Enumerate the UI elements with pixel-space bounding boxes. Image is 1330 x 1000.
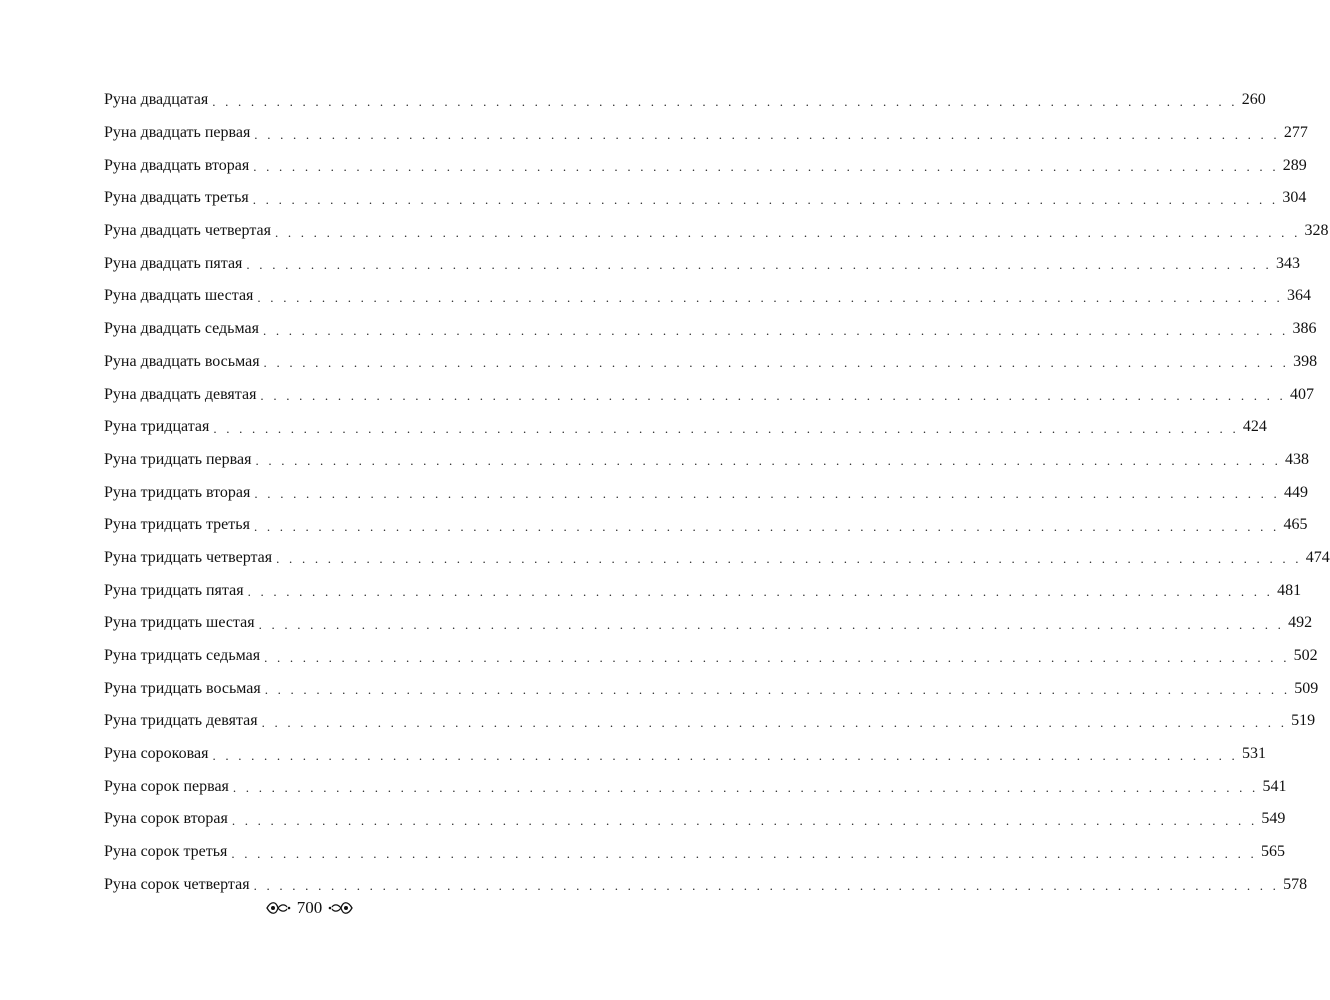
dot-leader: . . . . . . . . . . . . . . . . . . . . . . . . . . . . . . . . . . . . . . . . . . . . . . . . . . . . . . . . . . . . . . . . . . . . . . . . . . . . . . . . [274, 224, 1301, 240]
toc-entry-title: Руна двадцатая [104, 92, 212, 108]
toc-entry-title: Руна тридцать третья [104, 517, 254, 533]
toc-entry-title: Руна двадцать шестая [104, 288, 257, 304]
toc-entry[interactable] [104, 640, 1318, 673]
toc-entry-title: Руна двадцать пятая [104, 256, 246, 272]
toc-entry-page: 407 [1289, 385, 1314, 403]
toc-entry-page: 465 [1283, 516, 1308, 534]
toc-entry-title: Руна двадцать девятая [104, 387, 260, 403]
toc-entry[interactable] [104, 770, 1287, 803]
dot-leader: . . . . . . . . . . . . . . . . . . . . . . . . . . . . . . . . . . . . . . . . . . . . . . . . . . . . . . . . . . . . . . . . . . . . . . . . . . . . . . . . [254, 486, 1280, 502]
toc-entry-title: Руна тридцать восьмая [104, 681, 265, 697]
dot-leader: . . . . . . . . . . . . . . . . . . . . . . . . . . . . . . . . . . . . . . . . . . . . . . . . . . . . . . . . . . . . . . . . . . . . . . . . . . . . . . . . [253, 878, 1280, 894]
toc-entry[interactable] [104, 215, 1329, 248]
toc-entry-page: 304 [1282, 189, 1307, 207]
toc-entry-page: 398 [1293, 352, 1318, 370]
toc-entry[interactable] [104, 738, 1266, 771]
toc-entry-title: Руна двадцать седьмая [104, 321, 263, 337]
toc-entry-page: 424 [1242, 418, 1267, 436]
dot-leader: . . . . . . . . . . . . . . . . . . . . . . . . . . . . . . . . . . . . . . . . . . . . . . . . . . . . . . . . . . . . . . . . . . . . . . . . . . . . . . . . [264, 682, 1291, 698]
toc-entry[interactable] [104, 542, 1330, 575]
dot-leader: . . . . . . . . . . . . . . . . . . . . . . . . . . . . . . . . . . . . . . . . . . . . . . . . . . . . . . . . . . . . . . . . . . . . . . . . . . . . . . . . [213, 420, 1239, 436]
toc-entry[interactable] [104, 607, 1313, 640]
toc-entry-title: Руна тридцать пятая [104, 583, 248, 599]
toc-entry-page: 438 [1285, 450, 1310, 468]
dot-leader: . . . . . . . . . . . . . . . . . . . . . . . . . . . . . . . . . . . . . . . . . . . . . . . . . . . . . . . . . . . . . . . . . . . . . . . . . . . . . . . . [231, 845, 1257, 861]
toc-entry-page: 289 [1282, 156, 1307, 174]
table-of-contents [104, 84, 1330, 901]
toc-entry-page: 364 [1286, 287, 1311, 305]
toc-entry[interactable] [104, 869, 1308, 902]
floral-ornament-icon [328, 898, 354, 918]
toc-entry[interactable] [104, 836, 1285, 869]
dot-leader: . . . . . . . . . . . . . . . . . . . . . . . . . . . . . . . . . . . . . . . . . . . . . . . . . . . . . . . . . . . . . . . . . . . . . . . . . . . . . . . . [262, 322, 1289, 338]
dot-leader: . . . . . . . . . . . . . . . . . . . . . . . . . . . . . . . . . . . . . . . . . . . . . . . . . . . . . . . . . . . . . . . . . . . . . . . . . . . . . . . . [232, 780, 1259, 796]
toc-entry-title: Руна тридцать четвертая [104, 550, 276, 566]
toc-entry[interactable] [104, 411, 1267, 444]
dot-leader: . . . . . . . . . . . . . . . . . . . . . . . . . . . . . . . . . . . . . . . . . . . . . . . . . . . . . . . . . . . . . . . . . . . . . . . . . . . . . . . . [212, 747, 1238, 763]
toc-entry-page: 492 [1288, 614, 1313, 632]
toc-entry-title: Руна тридцать вторая [104, 485, 254, 501]
toc-entry[interactable] [104, 444, 1310, 477]
toc-entry-title: Руна двадцать восьмая [104, 354, 264, 370]
toc-entry-page: 449 [1283, 483, 1308, 501]
toc-entry-page: 565 [1260, 843, 1285, 861]
dot-leader: . . . . . . . . . . . . . . . . . . . . . . . . . . . . . . . . . . . . . . . . . . . . . . . . . . . . . . . . . . . . . . . . . . . . . . . . . . . . . . . . [258, 616, 1285, 632]
dot-leader: . . . . . . . . . . . . . . . . . . . . . . . . . . . . . . . . . . . . . . . . . . . . . . . . . . . . . . . . . . . . . . . . . . . . . . . . . . . . . . . . [276, 551, 1302, 567]
toc-entry[interactable] [104, 476, 1308, 509]
toc-entry-title: Руна сорок первая [104, 779, 233, 795]
toc-entry-page: 509 [1294, 679, 1319, 697]
toc-entry-title: Руна двадцать вторая [104, 158, 253, 174]
dot-leader: . . . . . . . . . . . . . . . . . . . . . . . . . . . . . . . . . . . . . . . . . . . . . . . . . . . . . . . . . . . . . . . . . . . . . . . . . . . . . . . . [263, 355, 1290, 371]
toc-entry-title: Руна тридцать седьмая [104, 648, 264, 664]
floral-ornament-icon [265, 898, 291, 918]
toc-entry-title: Руна тридцать девятая [104, 713, 262, 729]
toc-entry[interactable] [104, 574, 1302, 607]
dot-leader: . . . . . . . . . . . . . . . . . . . . . . . . . . . . . . . . . . . . . . . . . . . . . . . . . . . . . . . . . . . . . . . . . . . . . . . . . . . . . . . . [255, 453, 1282, 469]
page-footer [0, 898, 619, 918]
toc-entry-page: 549 [1261, 810, 1286, 828]
dot-leader: . . . . . . . . . . . . . . . . . . . . . . . . . . . . . . . . . . . . . . . . . . . . . . . . . . . . . . . . . . . . . . . . . . . . . . . . . . . . . . . . [231, 812, 1258, 828]
toc-entry-page: 502 [1293, 647, 1318, 665]
toc-entry-title: Руна двадцать первая [104, 125, 254, 141]
toc-entry[interactable] [104, 182, 1307, 215]
toc-entry[interactable] [104, 509, 1308, 542]
toc-entry-title: Руна тридцатая [104, 419, 213, 435]
toc-entry[interactable] [104, 280, 1311, 313]
toc-entry-title: Руна сорок третья [104, 844, 231, 860]
toc-entry-title: Руна двадцать четвертая [104, 223, 275, 239]
dot-leader: . . . . . . . . . . . . . . . . . . . . . . . . . . . . . . . . . . . . . . . . . . . . . . . . . . . . . . . . . . . . . . . . . . . . . . . . . . . . . . . . [246, 257, 1272, 273]
toc-entry-page: 343 [1275, 254, 1300, 272]
dot-leader: . . . . . . . . . . . . . . . . . . . . . . . . . . . . . . . . . . . . . . . . . . . . . . . . . . . . . . . . . . . . . . . . . . . . . . . . . . . . . . . . [253, 159, 1279, 175]
toc-entry-page: 386 [1292, 320, 1317, 338]
toc-entry[interactable] [104, 117, 1308, 150]
toc-entry-page: 260 [1241, 91, 1266, 109]
dot-leader: . . . . . . . . . . . . . . . . . . . . . . . . . . . . . . . . . . . . . . . . . . . . . . . . . . . . . . . . . . . . . . . . . . . . . . . . . . . . . . . . [253, 518, 1280, 534]
toc-entry-page: 541 [1262, 777, 1287, 795]
toc-entry-title: Руна тридцать шестая [104, 615, 259, 631]
toc-entry[interactable] [104, 378, 1314, 411]
dot-leader: . . . . . . . . . . . . . . . . . . . . . . . . . . . . . . . . . . . . . . . . . . . . . . . . . . . . . . . . . . . . . . . . . . . . . . . . . . . . . . . . [252, 191, 1279, 207]
toc-entry-page: 519 [1291, 712, 1316, 730]
toc-entry[interactable] [104, 313, 1317, 346]
toc-entry-title: Руна сороковая [104, 746, 212, 762]
dot-leader: . . . . . . . . . . . . . . . . . . . . . . . . . . . . . . . . . . . . . . . . . . . . . . . . . . . . . . . . . . . . . . . . . . . . . . . . . . . . . . . . [254, 126, 1280, 142]
dot-leader: . . . . . . . . . . . . . . . . . . . . . . . . . . . . . . . . . . . . . . . . . . . . . . . . . . . . . . . . . . . . . . . . . . . . . . . . . . . . . . . . [257, 289, 1283, 305]
dot-leader: . . . . . . . . . . . . . . . . . . . . . . . . . . . . . . . . . . . . . . . . . . . . . . . . . . . . . . . . . . . . . . . . . . . . . . . . . . . . . . . . [212, 93, 1238, 109]
page-number: 700 [296, 898, 323, 917]
toc-entry[interactable] [104, 346, 1318, 379]
toc-entry-title: Руна сорок четвертая [104, 877, 254, 893]
toc-entry-page: 328 [1304, 222, 1329, 240]
toc-entry[interactable] [104, 247, 1300, 280]
toc-entry[interactable] [104, 803, 1286, 836]
toc-entry[interactable] [104, 84, 1266, 117]
dot-leader: . . . . . . . . . . . . . . . . . . . . . . . . . . . . . . . . . . . . . . . . . . . . . . . . . . . . . . . . . . . . . . . . . . . . . . . . . . . . . . . . [260, 388, 1286, 404]
dot-leader: . . . . . . . . . . . . . . . . . . . . . . . . . . . . . . . . . . . . . . . . . . . . . . . . . . . . . . . . . . . . . . . . . . . . . . . . . . . . . . . . [247, 584, 1274, 600]
dot-leader: . . . . . . . . . . . . . . . . . . . . . . . . . . . . . . . . . . . . . . . . . . . . . . . . . . . . . . . . . . . . . . . . . . . . . . . . . . . . . . . . [261, 714, 1288, 730]
toc-entry[interactable] [104, 672, 1319, 705]
toc-entry[interactable] [104, 149, 1307, 182]
toc-entry-page: 481 [1277, 581, 1302, 599]
toc-entry-title: Руна двадцать третья [104, 190, 253, 206]
toc-entry[interactable] [104, 705, 1316, 738]
toc-entry-page: 578 [1283, 875, 1308, 893]
toc-entry-page: 277 [1283, 124, 1308, 142]
toc-entry-title: Руна тридцать первая [104, 452, 255, 468]
dot-leader: . . . . . . . . . . . . . . . . . . . . . . . . . . . . . . . . . . . . . . . . . . . . . . . . . . . . . . . . . . . . . . . . . . . . . . . . . . . . . . . . [264, 649, 1290, 665]
toc-entry-page: 474 [1305, 548, 1330, 566]
toc-entry-page: 531 [1242, 745, 1266, 763]
toc-entry-title: Руна сорок вторая [104, 811, 232, 827]
